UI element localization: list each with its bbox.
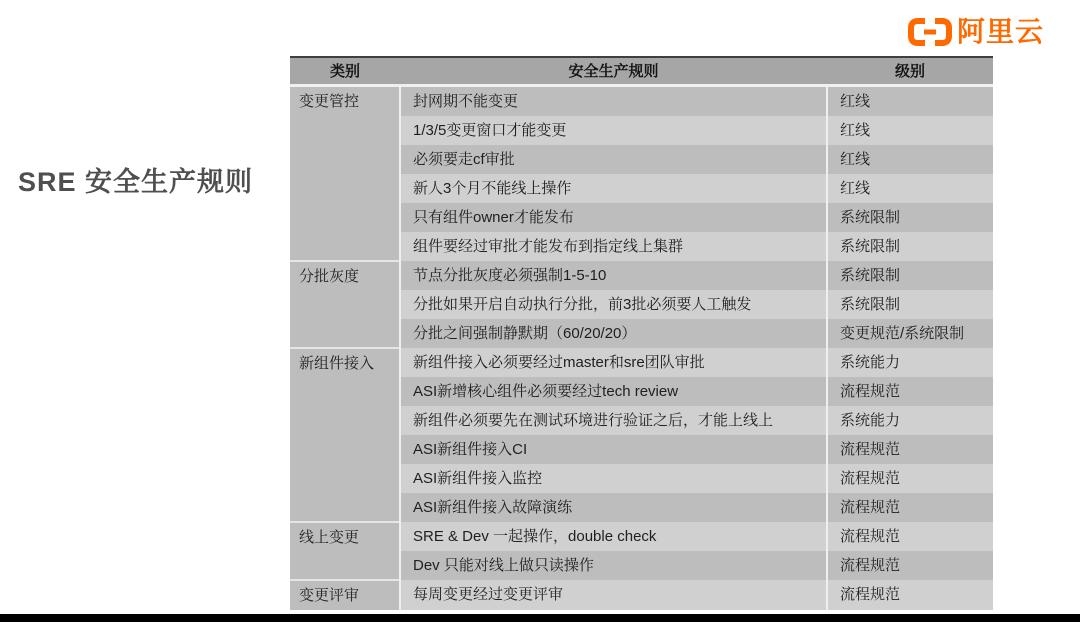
rule-cell: ASI新组件接入监控 (400, 464, 827, 493)
level-cell: 系统限制 (827, 203, 993, 232)
level-cell: 流程规范 (827, 435, 993, 464)
rule-cell: ASI新组件接入故障演练 (400, 493, 827, 522)
rule-cell: 新组件接入必须要经过master和sre团队审批 (400, 348, 827, 377)
level-cell: 系统限制 (827, 290, 993, 319)
rule-cell: 必须要走cf审批 (400, 145, 827, 174)
category-cell: 线上变更 (290, 522, 400, 580)
category-cell: 变更评审 (290, 580, 400, 610)
rule-cell: 节点分批灰度必须强制1-5-10 (400, 261, 827, 290)
rule-cell: 分批之间强制静默期（60/20/20） (400, 319, 827, 348)
bottom-bar (0, 614, 1080, 622)
table-row (290, 580, 993, 610)
rule-cell: 1/3/5变更窗口才能变更 (400, 116, 827, 145)
rule-cell: 新组件必须要先在测试环境进行验证之后，才能上线上 (400, 406, 827, 435)
level-cell: 流程规范 (827, 580, 993, 610)
alibaba-cloud-logo (908, 17, 1044, 47)
rule-cell: ASI新增核心组件必须要经过tech review (400, 377, 827, 406)
table-body (290, 85, 993, 610)
rule-cell: Dev 只能对线上做只读操作 (400, 551, 827, 580)
table-header-row (290, 57, 993, 85)
level-cell: 系统限制 (827, 261, 993, 290)
category-cell: 新组件接入 (290, 348, 400, 522)
level-cell: 流程规范 (827, 493, 993, 522)
table-row (290, 261, 993, 290)
table-row (290, 348, 993, 377)
level-cell: 红线 (827, 174, 993, 203)
level-cell: 系统能力 (827, 406, 993, 435)
level-cell: 流程规范 (827, 551, 993, 580)
category-cell: 分批灰度 (290, 261, 400, 348)
rules-table (290, 56, 993, 610)
table-row (290, 85, 993, 116)
rule-cell: 只有组件owner才能发布 (400, 203, 827, 232)
rule-cell: 封网期不能变更 (400, 85, 827, 116)
rule-cell: ASI新组件接入CI (400, 435, 827, 464)
page-title: SRE 安全生产规则 (18, 167, 254, 197)
column-header: 级别 (827, 57, 993, 85)
rule-cell: SRE & Dev 一起操作，double check (400, 522, 827, 551)
level-cell: 系统能力 (827, 348, 993, 377)
level-cell: 红线 (827, 145, 993, 174)
alibaba-cloud-brackets-icon (908, 17, 952, 47)
sre-rules-table (290, 56, 993, 610)
level-cell: 系统限制 (827, 232, 993, 261)
level-cell: 流程规范 (827, 464, 993, 493)
level-cell: 流程规范 (827, 522, 993, 551)
rule-cell: 每周变更经过变更评审 (400, 580, 827, 610)
alibaba-cloud-logo-text: 阿里云 (956, 16, 1044, 47)
table-row (290, 522, 993, 551)
level-cell: 红线 (827, 85, 993, 116)
column-header: 类别 (290, 57, 400, 85)
rule-cell: 分批如果开启自动执行分批，前3批必须要人工触发 (400, 290, 827, 319)
category-cell: 变更管控 (290, 85, 400, 261)
column-header: 安全生产规则 (400, 57, 827, 85)
rule-cell: 组件要经过审批才能发布到指定线上集群 (400, 232, 827, 261)
rule-cell: 新人3个月不能线上操作 (400, 174, 827, 203)
level-cell: 变更规范/系统限制 (827, 319, 993, 348)
level-cell: 流程规范 (827, 377, 993, 406)
level-cell: 红线 (827, 116, 993, 145)
